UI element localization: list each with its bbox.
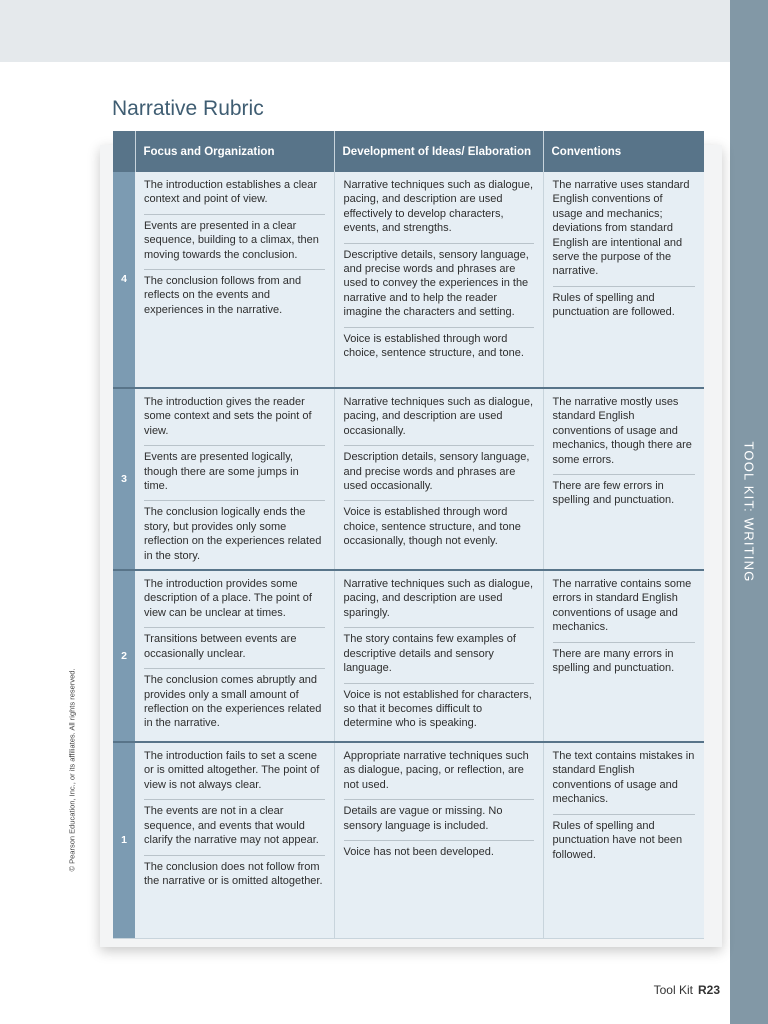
development-ideas-cell <box>334 742 543 938</box>
focus-organization-cell <box>135 742 334 938</box>
criterion-text: Narrative techniques such as dialogue, pacing, and description are used effectively to develop characters, events, and strengths. <box>343 179 534 235</box>
criterion-text: The introduction gives the reader some context and sets the point of view. <box>144 396 312 437</box>
rubric-row-score-1 <box>113 742 704 938</box>
criterion-text: Events are presented in a clear sequence, building to a climax, then moving towards the conclusion. <box>144 214 325 265</box>
development-ideas-cell <box>334 388 543 570</box>
page-title: Narrative Rubric <box>112 97 264 120</box>
development-ideas-cell <box>334 172 543 388</box>
page-number: R23 <box>697 983 720 997</box>
criterion-text: Description details, sensory language, and precise words and phrases are used occasionally. <box>344 445 534 496</box>
criterion-text: Rules of spelling and punctuation are followed. <box>553 286 696 323</box>
criterion-text: Voice is established through word choice, sentence structure, and tone. <box>344 327 534 364</box>
focus-organization-cell <box>135 388 334 570</box>
top-band <box>0 0 730 62</box>
criterion-text: The introduction establishes a clear context and point of view. <box>144 179 318 206</box>
side-tab-label: TOOL KIT: WRITING <box>741 441 757 583</box>
criterion-text: Narrative techniques such as dialogue, pacing, and description are used occasionally. <box>343 396 534 437</box>
column-header-conventions: Conventions <box>543 131 704 172</box>
criterion-text: Events are presented logically, though there are some jumps in time. <box>144 445 325 496</box>
criterion-text: Transitions between events are occasionally unclear. <box>144 627 325 664</box>
criterion-text: The text contains mistakes in standard English conventions of usage and mechanics. <box>552 750 695 806</box>
score-label: 1 <box>113 742 135 938</box>
criterion-text: The narrative uses standard English conventions of usage and mechanics; deviations from standard English are intentional and serve the purpose of the narrative. <box>552 179 690 278</box>
criterion-text: There are many errors in spelling and punctuation. <box>553 642 696 679</box>
footer-label: Tool Kit <box>653 983 693 997</box>
criterion-text: The story contains few examples of descriptive details and sensory language. <box>344 627 534 678</box>
criterion-text: The conclusion does not follow from the narrative or is omitted altogether. <box>144 855 325 892</box>
criterion-text: The narrative contains some errors in standard English conventions of usage and mechanics. <box>552 578 692 634</box>
criterion-text: The conclusion follows from and reflects on the events and experiences in the narrative. <box>144 269 325 320</box>
score-label: 2 <box>113 570 135 742</box>
column-header-focus: Focus and Organization <box>135 131 334 172</box>
criterion-text: The introduction fails to set a scene or is omitted altogether. The point of view is not always clear. <box>144 750 320 791</box>
section-side-tab <box>730 0 768 1024</box>
column-header-development: Development of Ideas/ Elaboration <box>334 131 543 172</box>
focus-organization-cell <box>135 172 334 388</box>
focus-organization-cell <box>135 570 334 742</box>
criterion-text: The conclusion logically ends the story, but provides only some reflection on the experiences related in the story. <box>144 500 325 566</box>
score-column-header <box>113 131 135 172</box>
criterion-text: Voice is not established for characters, so that it becomes difficult to determine who is speaking. <box>344 683 534 734</box>
rubric-row-score-4 <box>113 172 704 388</box>
conventions-cell <box>543 172 704 388</box>
copyright-notice: © Pearson Education, Inc., or its affiliates. All rights reserved. <box>67 668 77 872</box>
criterion-text: The narrative mostly uses standard English conventions of usage and mechanics, though there are some errors. <box>552 396 692 466</box>
rubric-row-score-3 <box>113 388 704 570</box>
criterion-text: Descriptive details, sensory language, and precise words and phrases are used to convey the experiences in the narrative and to help the reader imagine the characters and setting. <box>344 243 534 323</box>
criterion-text: Narrative techniques such as dialogue, pacing, and description are used sparingly. <box>343 578 534 619</box>
criterion-text: Rules of spelling and punctuation have not been followed. <box>553 814 696 865</box>
criterion-text: The conclusion comes abruptly and provides only a small amount of reflection on the experiences related in the narrative. <box>144 668 325 734</box>
conventions-cell <box>543 742 704 938</box>
criterion-text: The introduction provides some description of a place. The point of view can be unclear at times. <box>144 578 312 619</box>
development-ideas-cell <box>334 570 543 742</box>
rubric-table <box>113 131 704 939</box>
page-footer <box>654 983 720 997</box>
conventions-cell <box>543 388 704 570</box>
rubric-row-score-2 <box>113 570 704 742</box>
criterion-text: There are few errors in spelling and punctuation. <box>553 474 696 511</box>
conventions-cell <box>543 570 704 742</box>
score-label: 3 <box>113 388 135 570</box>
criterion-text: Voice has not been developed. <box>344 840 534 862</box>
criterion-text: The events are not in a clear sequence, and events that would clarify the narrative may not appear. <box>144 799 325 850</box>
header-row <box>113 131 704 172</box>
criterion-text: Appropriate narrative techniques such as dialogue, pacing, or reflection, are not used. <box>343 750 529 791</box>
criterion-text: Voice is established through word choice, sentence structure, and tone occasionally, though not evenly. <box>344 500 534 551</box>
score-label: 4 <box>113 172 135 388</box>
criterion-text: Details are vague or missing. No sensory language is included. <box>344 799 534 836</box>
